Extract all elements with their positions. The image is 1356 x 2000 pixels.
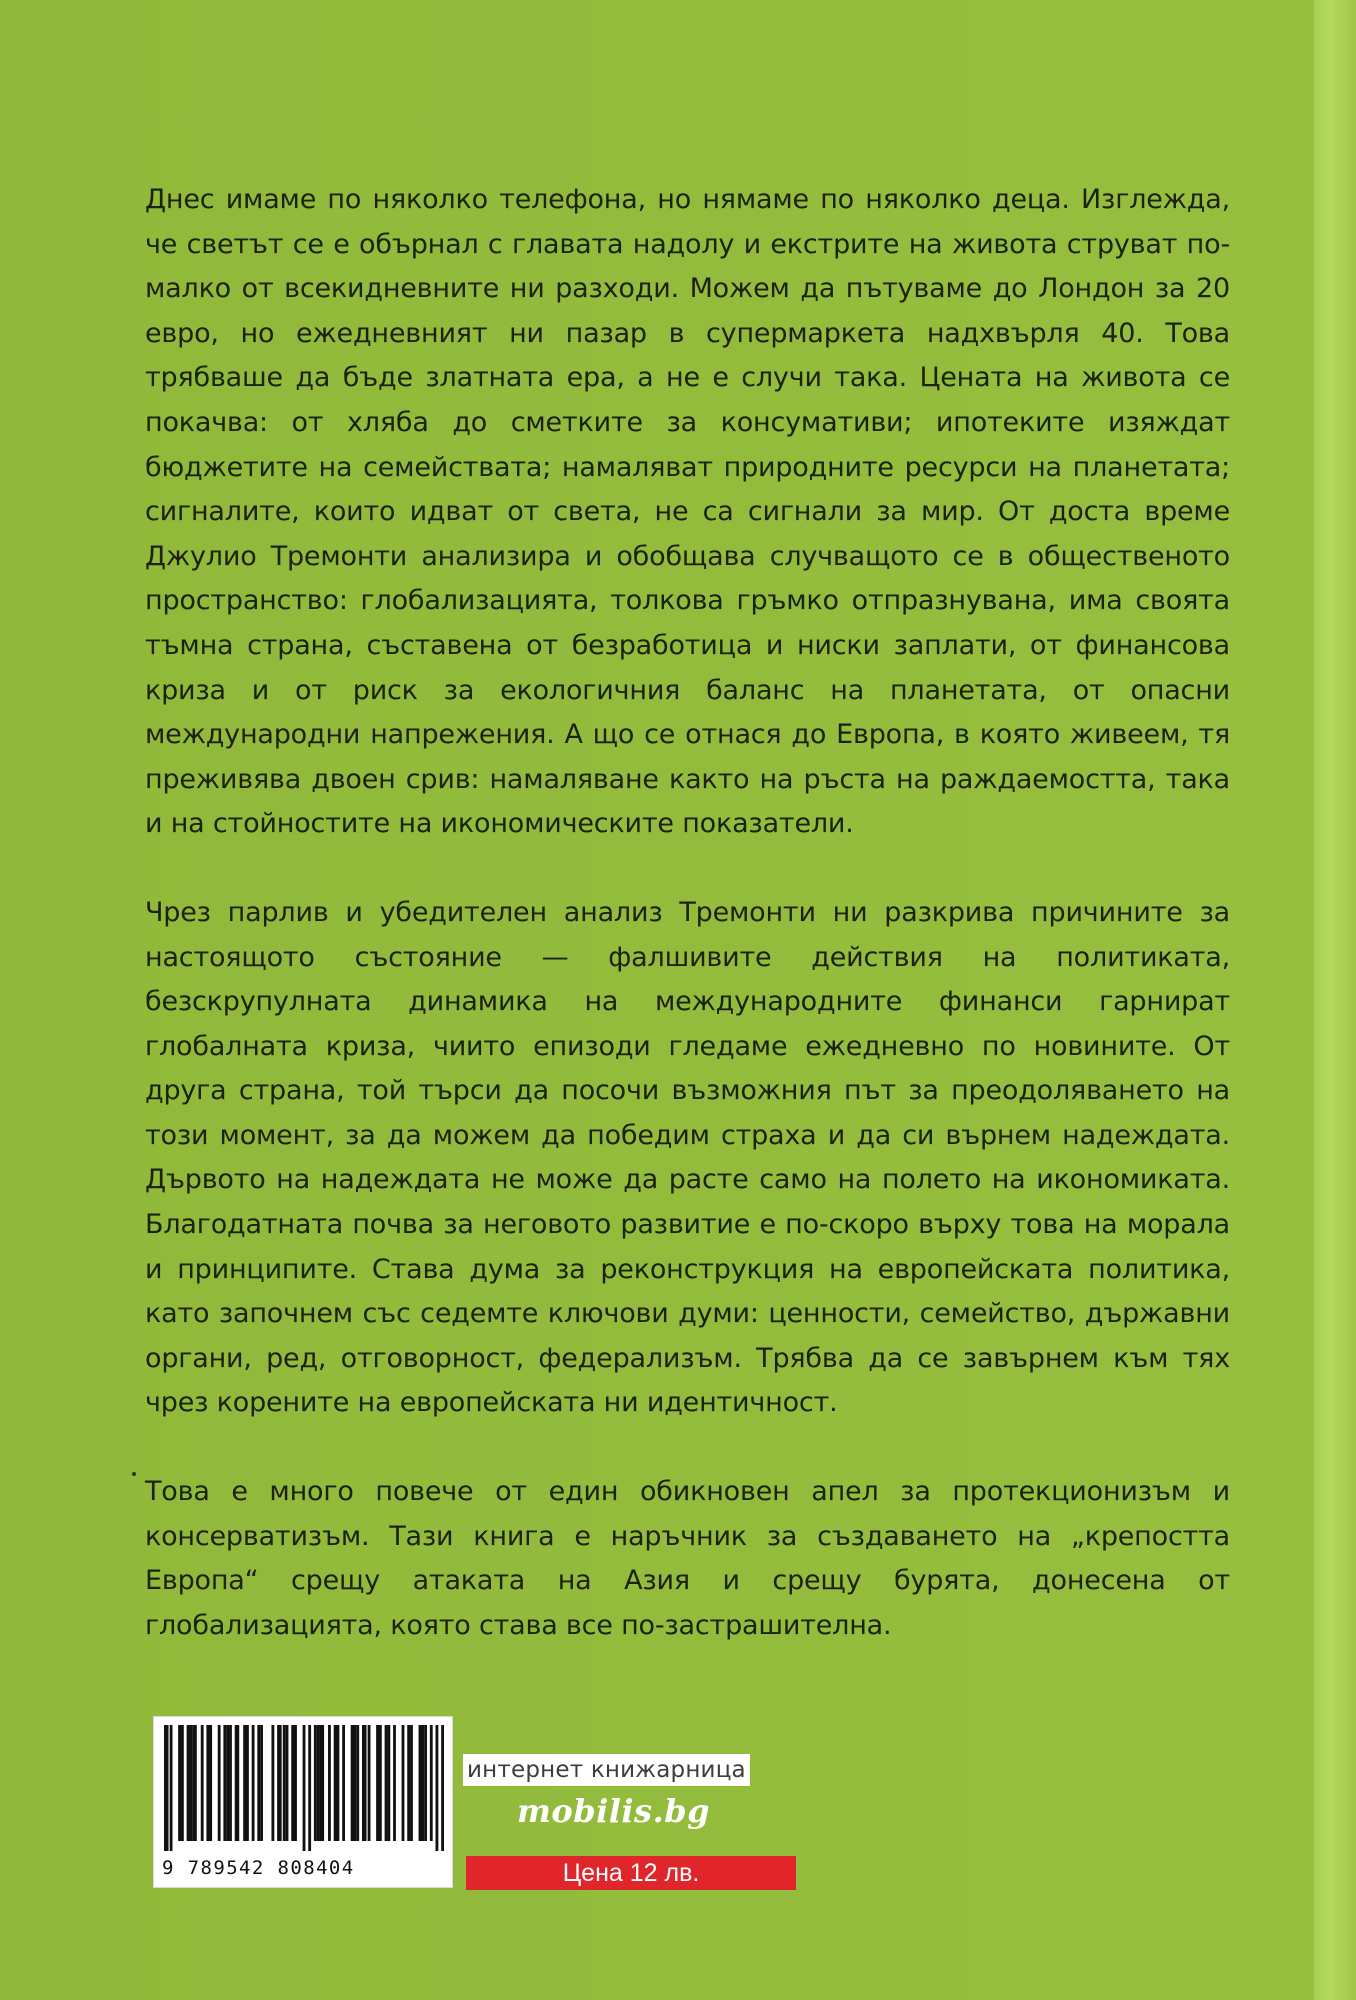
barcode-bar: [320, 1725, 325, 1841]
barcode-bar: [277, 1725, 282, 1841]
barcode-bar: [385, 1725, 388, 1841]
barcode-bar: [337, 1725, 340, 1841]
bookstore-logo: mobilis.bg: [517, 1792, 710, 1830]
isbn-barcode: [153, 1716, 453, 1888]
barcode-bar: [342, 1725, 345, 1841]
blurb-text: [145, 178, 1230, 1648]
barcode-bar: [328, 1725, 331, 1841]
barcode-bar: [441, 1725, 444, 1851]
barcode-bar: [356, 1725, 359, 1841]
barcode-bar: [189, 1725, 192, 1841]
price-label: Цена 12 лв.: [466, 1856, 796, 1890]
barcode-bar: [353, 1725, 356, 1841]
barcode-bar: [201, 1725, 204, 1841]
page-edge: [1314, 0, 1356, 2000]
barcode-bar: [170, 1725, 173, 1851]
blurb-paragraph-3: Това е много повече от един обикновен апел за протекционизъм и консерватизъм. Тази книга е наръчник за създаването на „крепостта Европа“ срещу атаката на Азия и срещу бурята, донесена от глобализацията, която става все по-застрашителна.: [145, 1476, 1230, 1641]
barcode-bar: [351, 1725, 354, 1841]
barcode-bar: [314, 1725, 317, 1841]
barcode-bar: [271, 1725, 274, 1841]
barcode-bar: [283, 1725, 286, 1841]
barcode-bar: [387, 1725, 390, 1841]
barcode-bar: [252, 1725, 255, 1841]
blurb-paragraph-2: Чрез парлив и убедителен анализ Тремонти ни разкрива причините за настоящото състояние — фалшивите действия на политиката, безскрупулната динамика на международните финанси гарнират глобалната криза, чиито епизоди гледаме ежедневно по новините. От друга страна, той търси да посочи възможния път за преодоляването на този момент, за да можем да победим страха и да си върнем надеждата. Дървото на надеждата не може да расте само на полето на икономиката. Благодатната почва за неговото развитие е по-скоро върху това на морала и принципите. Става дума за реконструкция на европейската политика, като започнем със седемте ключови думи: ценности, семейство, държавни органи, ред, отговорност, федерализъм. Трябва да се завърнем към тях чрез корените на европейската ни идентичност.: [145, 896, 1230, 1419]
barcode-bar: [421, 1725, 424, 1841]
barcode-bar: [235, 1725, 240, 1841]
bookstore-tag: интернет книжарница: [463, 1754, 750, 1786]
barcode-bar: [393, 1725, 396, 1841]
barcode-bar: [317, 1725, 320, 1841]
barcode-bar: [243, 1725, 246, 1841]
barcode-bar: [226, 1725, 229, 1841]
barcode-bar: [379, 1725, 382, 1841]
barcode-bar: [257, 1725, 260, 1841]
barcode-bar: [436, 1725, 439, 1851]
barcode-bar: [407, 1725, 410, 1841]
barcode-bar: [424, 1725, 427, 1841]
barcode-bar: [410, 1725, 413, 1841]
barcode-bar: [246, 1725, 249, 1841]
barcode-bar: [430, 1725, 433, 1841]
barcode-bar: [229, 1725, 232, 1841]
barcode-bar: [260, 1725, 263, 1841]
barcode-bar: [192, 1725, 197, 1841]
barcode-bar: [308, 1725, 311, 1851]
barcode-bar: [368, 1725, 371, 1841]
barcode-bar: [303, 1725, 306, 1851]
barcode-bar: [209, 1725, 212, 1841]
barcode-bar: [218, 1725, 221, 1841]
barcode-bar: [286, 1725, 289, 1841]
barcode-bar: [362, 1725, 367, 1841]
barcode-bar: [294, 1725, 297, 1841]
bookstore-sticker: [463, 1754, 795, 1830]
isbn-digits: 9 789542 808404: [162, 1857, 355, 1879]
print-speck: [132, 1472, 136, 1476]
barcode-bars-icon: [164, 1725, 444, 1851]
barcode-bar: [223, 1725, 226, 1841]
blurb-paragraph-1: Днес имаме по няколко телефона, но нямаме по няколко деца. Изглежда, че светът се е обърнал с главата надолу и екстрите на живота струват по-малко от всекидневните ни разходи. Можем да пътуваме до Лондон за 20 евро, но ежедневният ни пазар в супермаркета надхвърля 40. Това трябваше да бъде златната ера, а не е случи така. Цената на живота се покачва: от хляба до сметките за консумативи; ипотеките изяждат бюджетите на семействата; намаляват природните ресурси на планетата; сигналите, които идват от света, не са сигнали за мир. От доста време Джулио Тремонти анализира и обобщава случващото се в общественото пространство: глобализацията, толкова гръмко отпразнувана, има своята тъмна страна, съставена от безработица и ниски заплати, от финансова криза и от риск за екологичния баланс на планетата, от опасни международни напрежения. А що се отнася до Европа, в която живеем, тя преживява двоен срив: намаляване както на ръста на раждаемостта, така и на стойностите на икономическите показатели.: [145, 184, 1230, 840]
barcode-bar: [187, 1725, 190, 1841]
barcode-bar: [402, 1725, 405, 1841]
barcode-bar: [164, 1725, 169, 1851]
barcode-bar: [181, 1725, 184, 1841]
